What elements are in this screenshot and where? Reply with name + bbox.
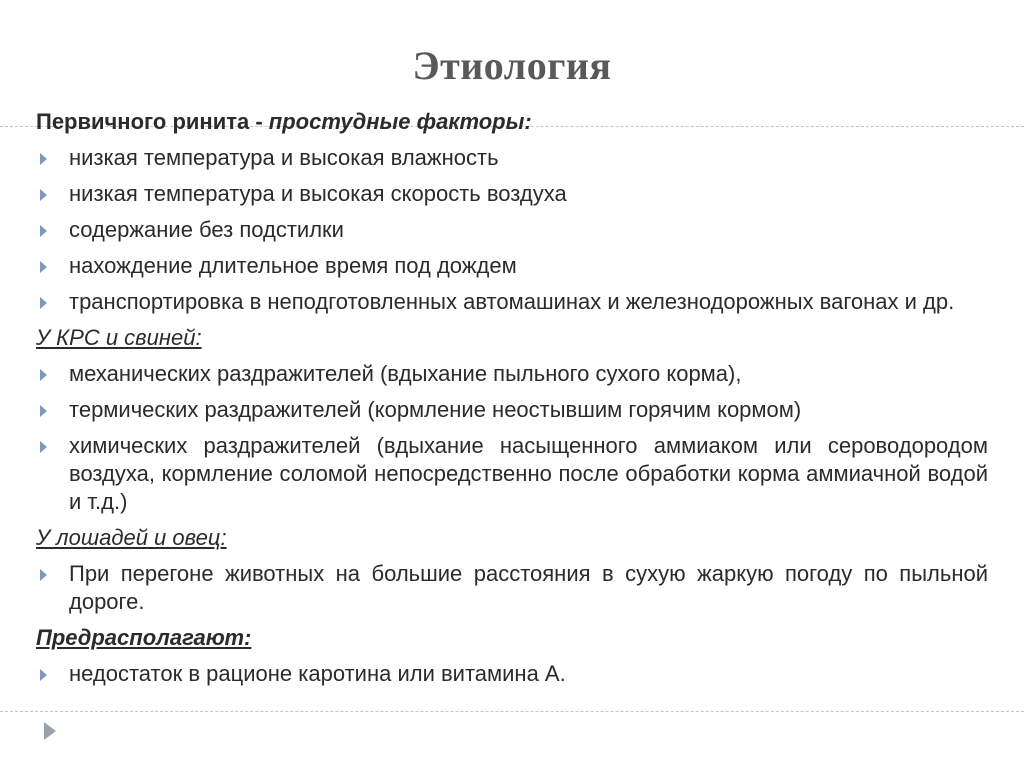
section-heading-cattle-pigs: У КРС и свиней: [36,325,202,350]
list-item: содержание без подстилки [36,216,988,244]
list-item: низкая температура и высокая скорость воздуха [36,180,988,208]
list-item: механических раздражителей (вдыхание пыльного сухого корма), [36,360,988,388]
section-heading-primary-rhinitis [36,108,988,136]
list-item: недостаток в рационе каротина или витамина А. [36,660,988,688]
slide-title: Этиология [412,43,612,88]
bottom-dashed-divider [0,711,1024,712]
list-item: транспортировка в неподготовленных автомашинах и железнодорожных вагонах и др. [36,288,988,316]
list-item: нахождение длительное время под дождем [36,252,988,280]
triangle-bullet-icon [40,569,47,581]
section-heading-emphasis: простудные факторы: [268,109,532,134]
slide-content [36,108,988,696]
triangle-bullet-icon [40,669,47,681]
triangle-bullet-icon [40,297,47,309]
triangle-bullet-icon [40,369,47,381]
section-heading-predisposing: Предрасполагают: [36,625,252,650]
triangle-bullet-icon [40,261,47,273]
next-slide-arrow-icon[interactable] [44,722,56,740]
section-heading-horses-sheep: У лошадей и овец: [36,525,227,550]
triangle-bullet-icon [40,441,47,453]
triangle-bullet-icon [40,153,47,165]
triangle-bullet-icon [40,189,47,201]
list-item: химических раздражителей (вдыхание насыщенного аммиаком или сероводородом воздуха, кормление соломой непосредственно после обработки корма аммиачной водой и т.д.) [36,432,988,516]
section-heading-main: Первичного ринита - [36,109,269,134]
triangle-bullet-icon [40,225,47,237]
list-item: термических раздражителей (кормление неостывшим горячим кормом) [36,396,988,424]
triangle-bullet-icon [40,405,47,417]
list-item: При перегоне животных на большие расстояния в сухую жаркую погоду по пыльной дороге. [36,560,988,616]
list-item: низкая температура и высокая влажность [36,144,988,172]
